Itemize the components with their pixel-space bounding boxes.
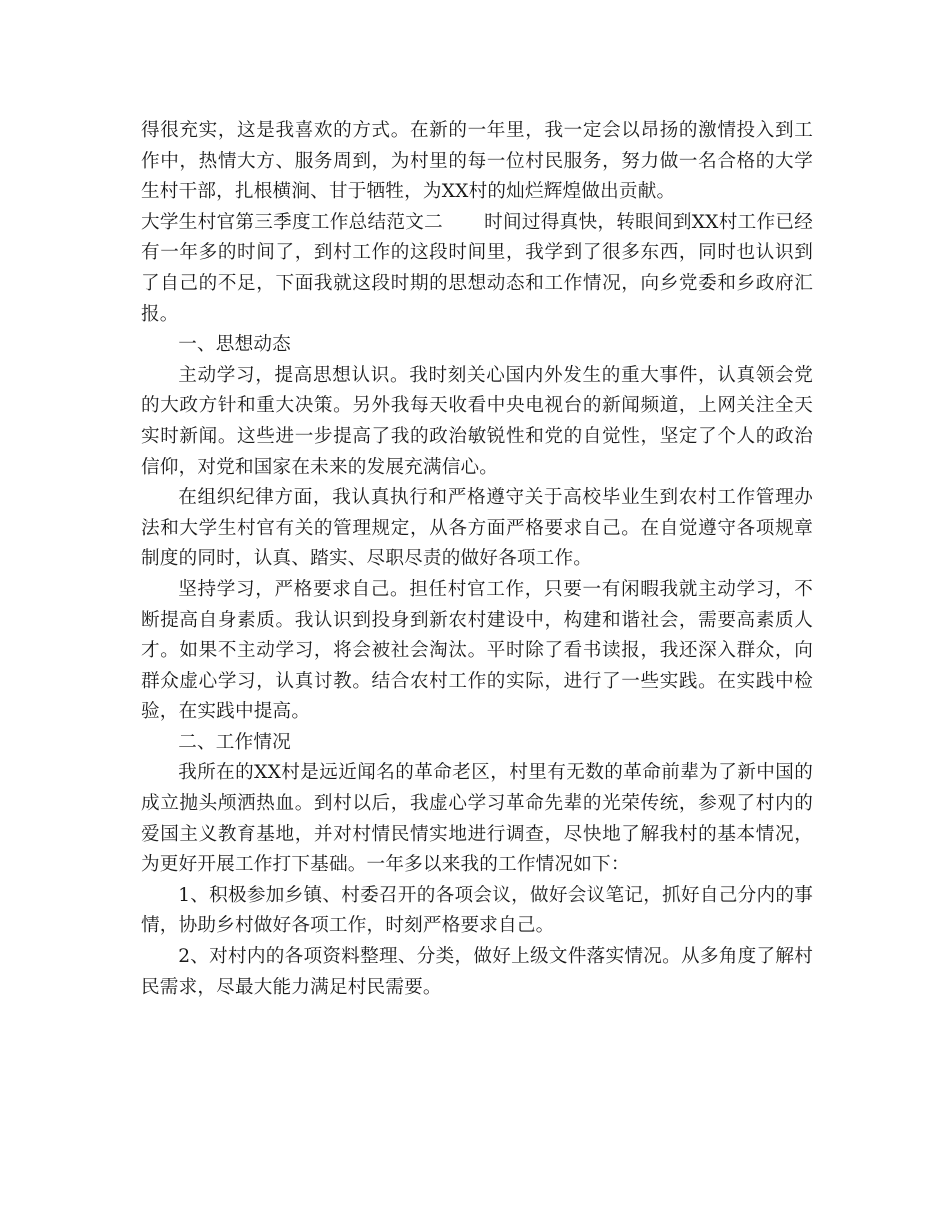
paragraph-continuation: 得很充实，这是我喜欢的方式。在新的一年里，我一定会以昂扬的激情投入到工作中，热情大方、服务周到，为村里的每一位村民服务，努力做一名合格的大学生村干部，扎根横涧、甘于牺牲，为XX村的灿烂辉煌做出贡献。 xyxy=(141,120,813,203)
heading-thoughts: 一、思想动态 xyxy=(178,334,291,356)
heading-work: 二、工作情况 xyxy=(178,731,291,753)
paragraph-village: 我所在的XX村是远近闻名的革命老区，村里有无数的革命前辈为了新中国的成立抛头颅洒热血。到村以后，我虚心学习革命先辈的光荣传统，参观了村内的爱国主义教育基地，并对村情民情实地进行调查，尽快地了解我村的基本情况，为更好开展工作打下基础。一年多以来我的工作情况如下： xyxy=(141,762,813,876)
list-item-2: 2、对村内的各项资料整理、分类，做好上级文件落实情况。从多角度了解村民需求，尽最大能力满足村民需要。 xyxy=(141,946,813,998)
paragraph-learning: 坚持学习，严格要求自己。担任村官工作，只要一有闲暇我就主动学习，不断提高自身素质。我认识到投身到新农村建设中，构建和谐社会，需要高素质人才。如果不主动学习，将会被社会淘汰。平时除了看书读报，我还深入群众，向群众虚心学习，认真讨教。结合农村工作的实际，进行了一些实践。在实践中检验，在实践中提高。 xyxy=(141,578,813,723)
paragraph-section-intro xyxy=(141,208,813,330)
paragraph-discipline: 在组织纪律方面，我认真执行和严格遵守关于高校毕业生到农村工作管理办法和大学生村官有关的管理规定，从各方面严格要求自己。在自觉遵守各项规章制度的同时，认真、踏实、尽职尽责的做好各项工作。 xyxy=(141,487,813,570)
article-title: 大学生村官第三季度工作总结范文二 xyxy=(141,211,444,233)
paragraph-study: 主动学习，提高思想认识。我时刻关心国内外发生的重大事件，认真领会党的大政方针和重大决策。另外我每天收看中央电视台的新闻频道，上网关注全天实时新闻。这些进一步提高了我的政治敏锐性和党的自觉性，坚定了个人的政治信仰，对党和国家在未来的发展充满信心。 xyxy=(141,364,813,478)
list-item-1: 1、积极参加乡镇、村委召开的各项会议，做好会议笔记，抓好自己分内的事情，协助乡村做好各项工作，时刻严格要求自己。 xyxy=(141,884,813,937)
document-body xyxy=(141,116,813,1003)
intro-text: 时间过得真快，转眼间到XX村工作已经有一年多的时间了，到村工作的这段时间里，我学到了很多东西，同时也认识到了自己的不足，下面我就这段时期的思想动态和工作情况，向乡党委和乡政府汇报。 xyxy=(141,211,814,325)
